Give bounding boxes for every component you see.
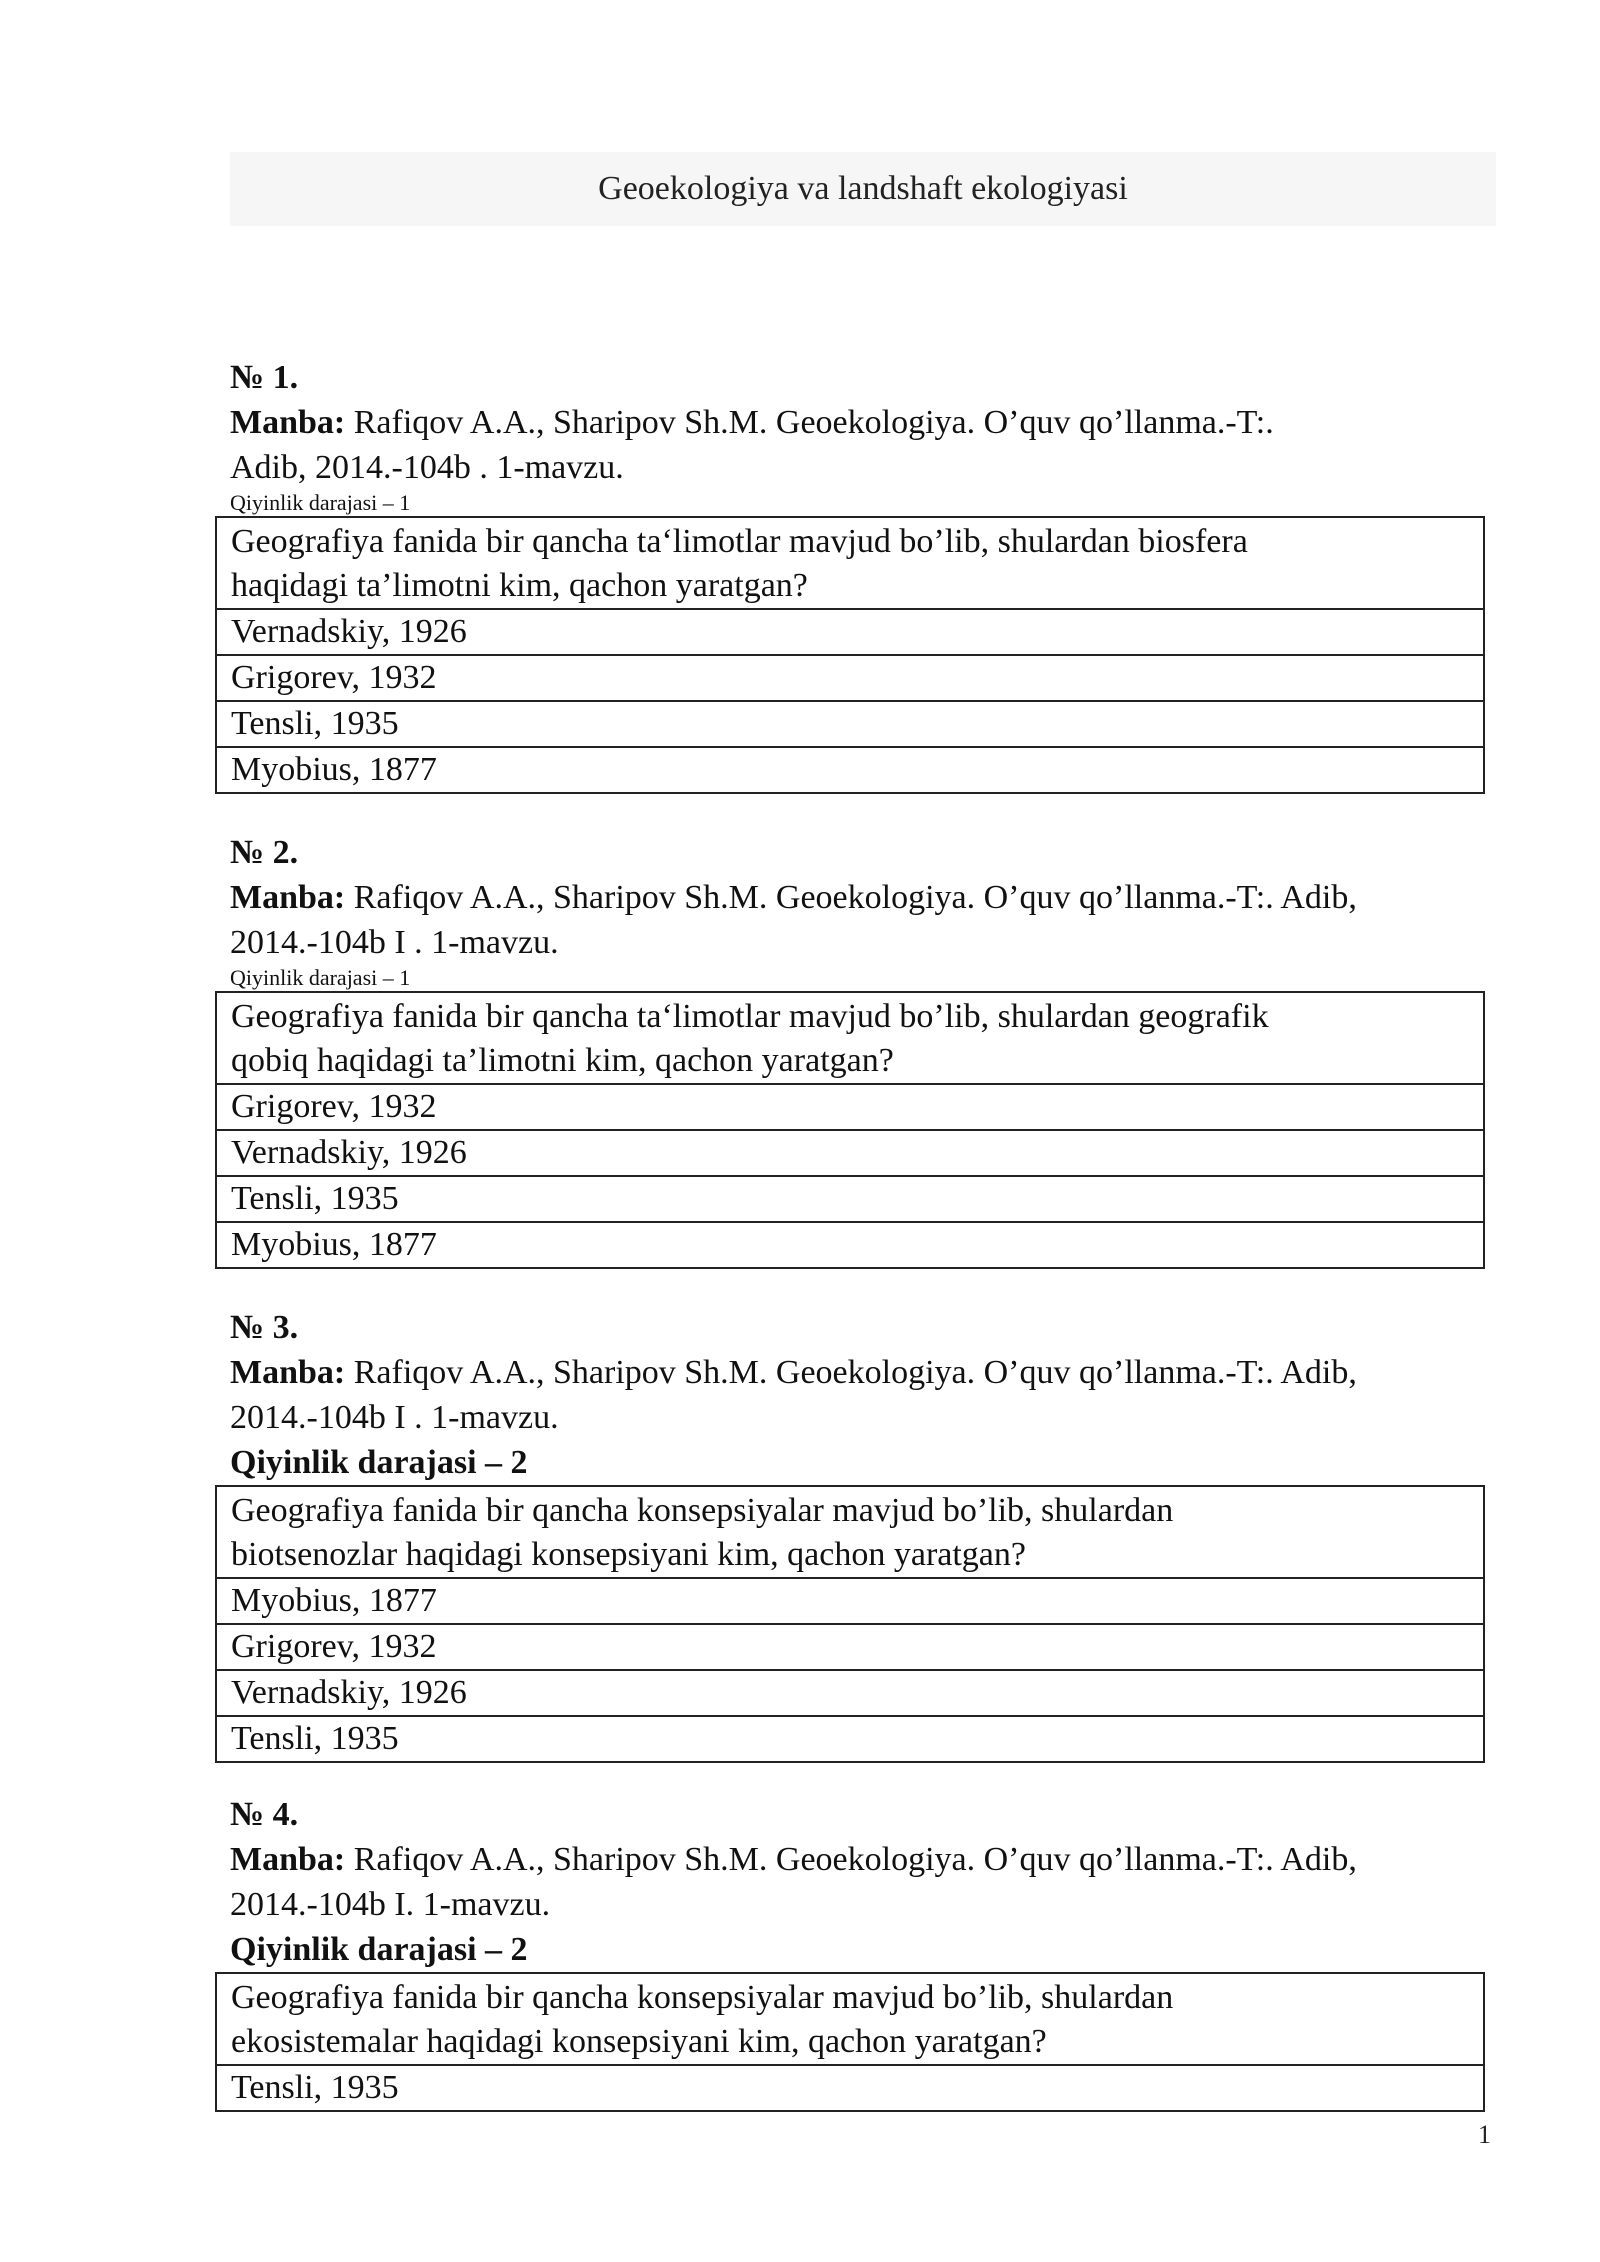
answer-option: Myobius, 1877 xyxy=(231,751,437,788)
source-line-2: 2014.-104b I . 1-mavzu. xyxy=(230,924,559,961)
question-prompt xyxy=(217,993,1483,1085)
question-prompt xyxy=(217,1487,1483,1579)
prompt-line-1: Geografiya fanida bir qancha konsepsiyalar mavjud bo’lib, shulardan xyxy=(231,1979,1174,2016)
answer-option: Myobius, 1877 xyxy=(217,1579,1483,1625)
question-source xyxy=(230,1350,1496,1395)
answer-option: Grigorev, 1932 xyxy=(217,656,1483,702)
answer-option: Vernadskiy, 1926 xyxy=(217,610,1483,656)
prompt-line-1: Geografiya fanida bir qancha konsepsiyalar mavjud bo’lib, shulardan xyxy=(231,1492,1174,1529)
question-table xyxy=(215,991,1485,1269)
question-block-3 xyxy=(230,1305,1496,1763)
question-number: № 3. xyxy=(230,1309,299,1346)
question-table xyxy=(215,516,1485,794)
prompt-line-1: Geografiya fanida bir qancha ta‘limotlar mavjud bo’lib, shulardan geografik xyxy=(231,998,1269,1035)
source-line-2: Adib, 2014.-104b . 1-mavzu. xyxy=(230,449,624,486)
source-line-1: Rafiqov A.A., Sharipov Sh.M. Geoekologiya. O’quv qo’llanma.-T:. xyxy=(345,404,1274,441)
question-table xyxy=(215,1972,1485,2112)
page-number: 1 xyxy=(1478,2120,1491,2149)
question-number: № 4. xyxy=(230,1796,299,1833)
prompt-line-1: Geografiya fanida bir qancha ta‘limotlar mavjud bo’lib, shulardan biosfera xyxy=(231,523,1248,560)
question-number: № 2. xyxy=(230,834,299,871)
answer-option: Grigorev, 1932 xyxy=(217,1085,1483,1131)
question-source xyxy=(230,875,1496,920)
answer-option: Tensli, 1935 xyxy=(217,702,1483,748)
prompt-line-2: biotsenozlar haqidagi konsepsiyani kim, qachon yaratgan? xyxy=(231,1536,1026,1573)
prompt-line-2: haqidagi ta’limotni kim, qachon yaratgan? xyxy=(231,567,808,604)
source-label: Manba: xyxy=(230,404,346,441)
prompt-line-2: qobiq haqidagi ta’limotni kim, qachon yaratgan? xyxy=(231,1042,894,1079)
source-line-1: Rafiqov A.A., Sharipov Sh.M. Geoekologiya. O’quv qo’llanma.-T:. Adib, xyxy=(345,1354,1357,1391)
answer-option: Tensli, 1935 xyxy=(217,1177,1483,1223)
question-block-2 xyxy=(230,830,1496,1269)
question-source xyxy=(230,400,1496,445)
answer-option: Tensli, 1935 xyxy=(231,1720,399,1757)
answer-option: Myobius, 1877 xyxy=(231,1226,437,1263)
difficulty-level: Qiyinlik darajasi – 1 xyxy=(230,965,411,990)
source-line-1: Rafiqov A.A., Sharipov Sh.M. Geoekologiya. O’quv qo’llanma.-T:. Adib, xyxy=(345,1841,1357,1878)
document-title: Geoekologiya va landshaft ekologiyasi xyxy=(230,152,1496,226)
source-line-1: Rafiqov A.A., Sharipov Sh.M. Geoekologiya. O’quv qo’llanma.-T:. Adib, xyxy=(345,879,1357,916)
difficulty-level: Qiyinlik darajasi – 2 xyxy=(230,1444,528,1481)
source-label: Manba: xyxy=(230,1841,346,1878)
source-line-2: 2014.-104b I . 1-mavzu. xyxy=(230,1399,559,1436)
question-table xyxy=(215,1485,1485,1763)
answer-option: Vernadskiy, 1926 xyxy=(217,1131,1483,1177)
question-source xyxy=(230,1837,1496,1882)
prompt-line-2: ekosistemalar haqidagi konsepsiyani kim, qachon yaratgan? xyxy=(231,2023,1047,2060)
answer-option: Tensli, 1935 xyxy=(231,2069,399,2106)
difficulty-level: Qiyinlik darajasi – 1 xyxy=(230,490,411,515)
source-label: Manba: xyxy=(230,879,346,916)
question-block-1 xyxy=(230,355,1496,794)
question-prompt xyxy=(217,1974,1483,2066)
source-line-2: 2014.-104b I. 1-mavzu. xyxy=(230,1886,551,1923)
answer-option: Vernadskiy, 1926 xyxy=(217,1671,1483,1717)
question-prompt xyxy=(217,518,1483,610)
question-block-4 xyxy=(230,1792,1496,2112)
answer-option: Grigorev, 1932 xyxy=(217,1625,1483,1671)
source-label: Manba: xyxy=(230,1354,346,1391)
question-number: № 1. xyxy=(230,359,299,396)
difficulty-level: Qiyinlik darajasi – 2 xyxy=(230,1931,528,1968)
